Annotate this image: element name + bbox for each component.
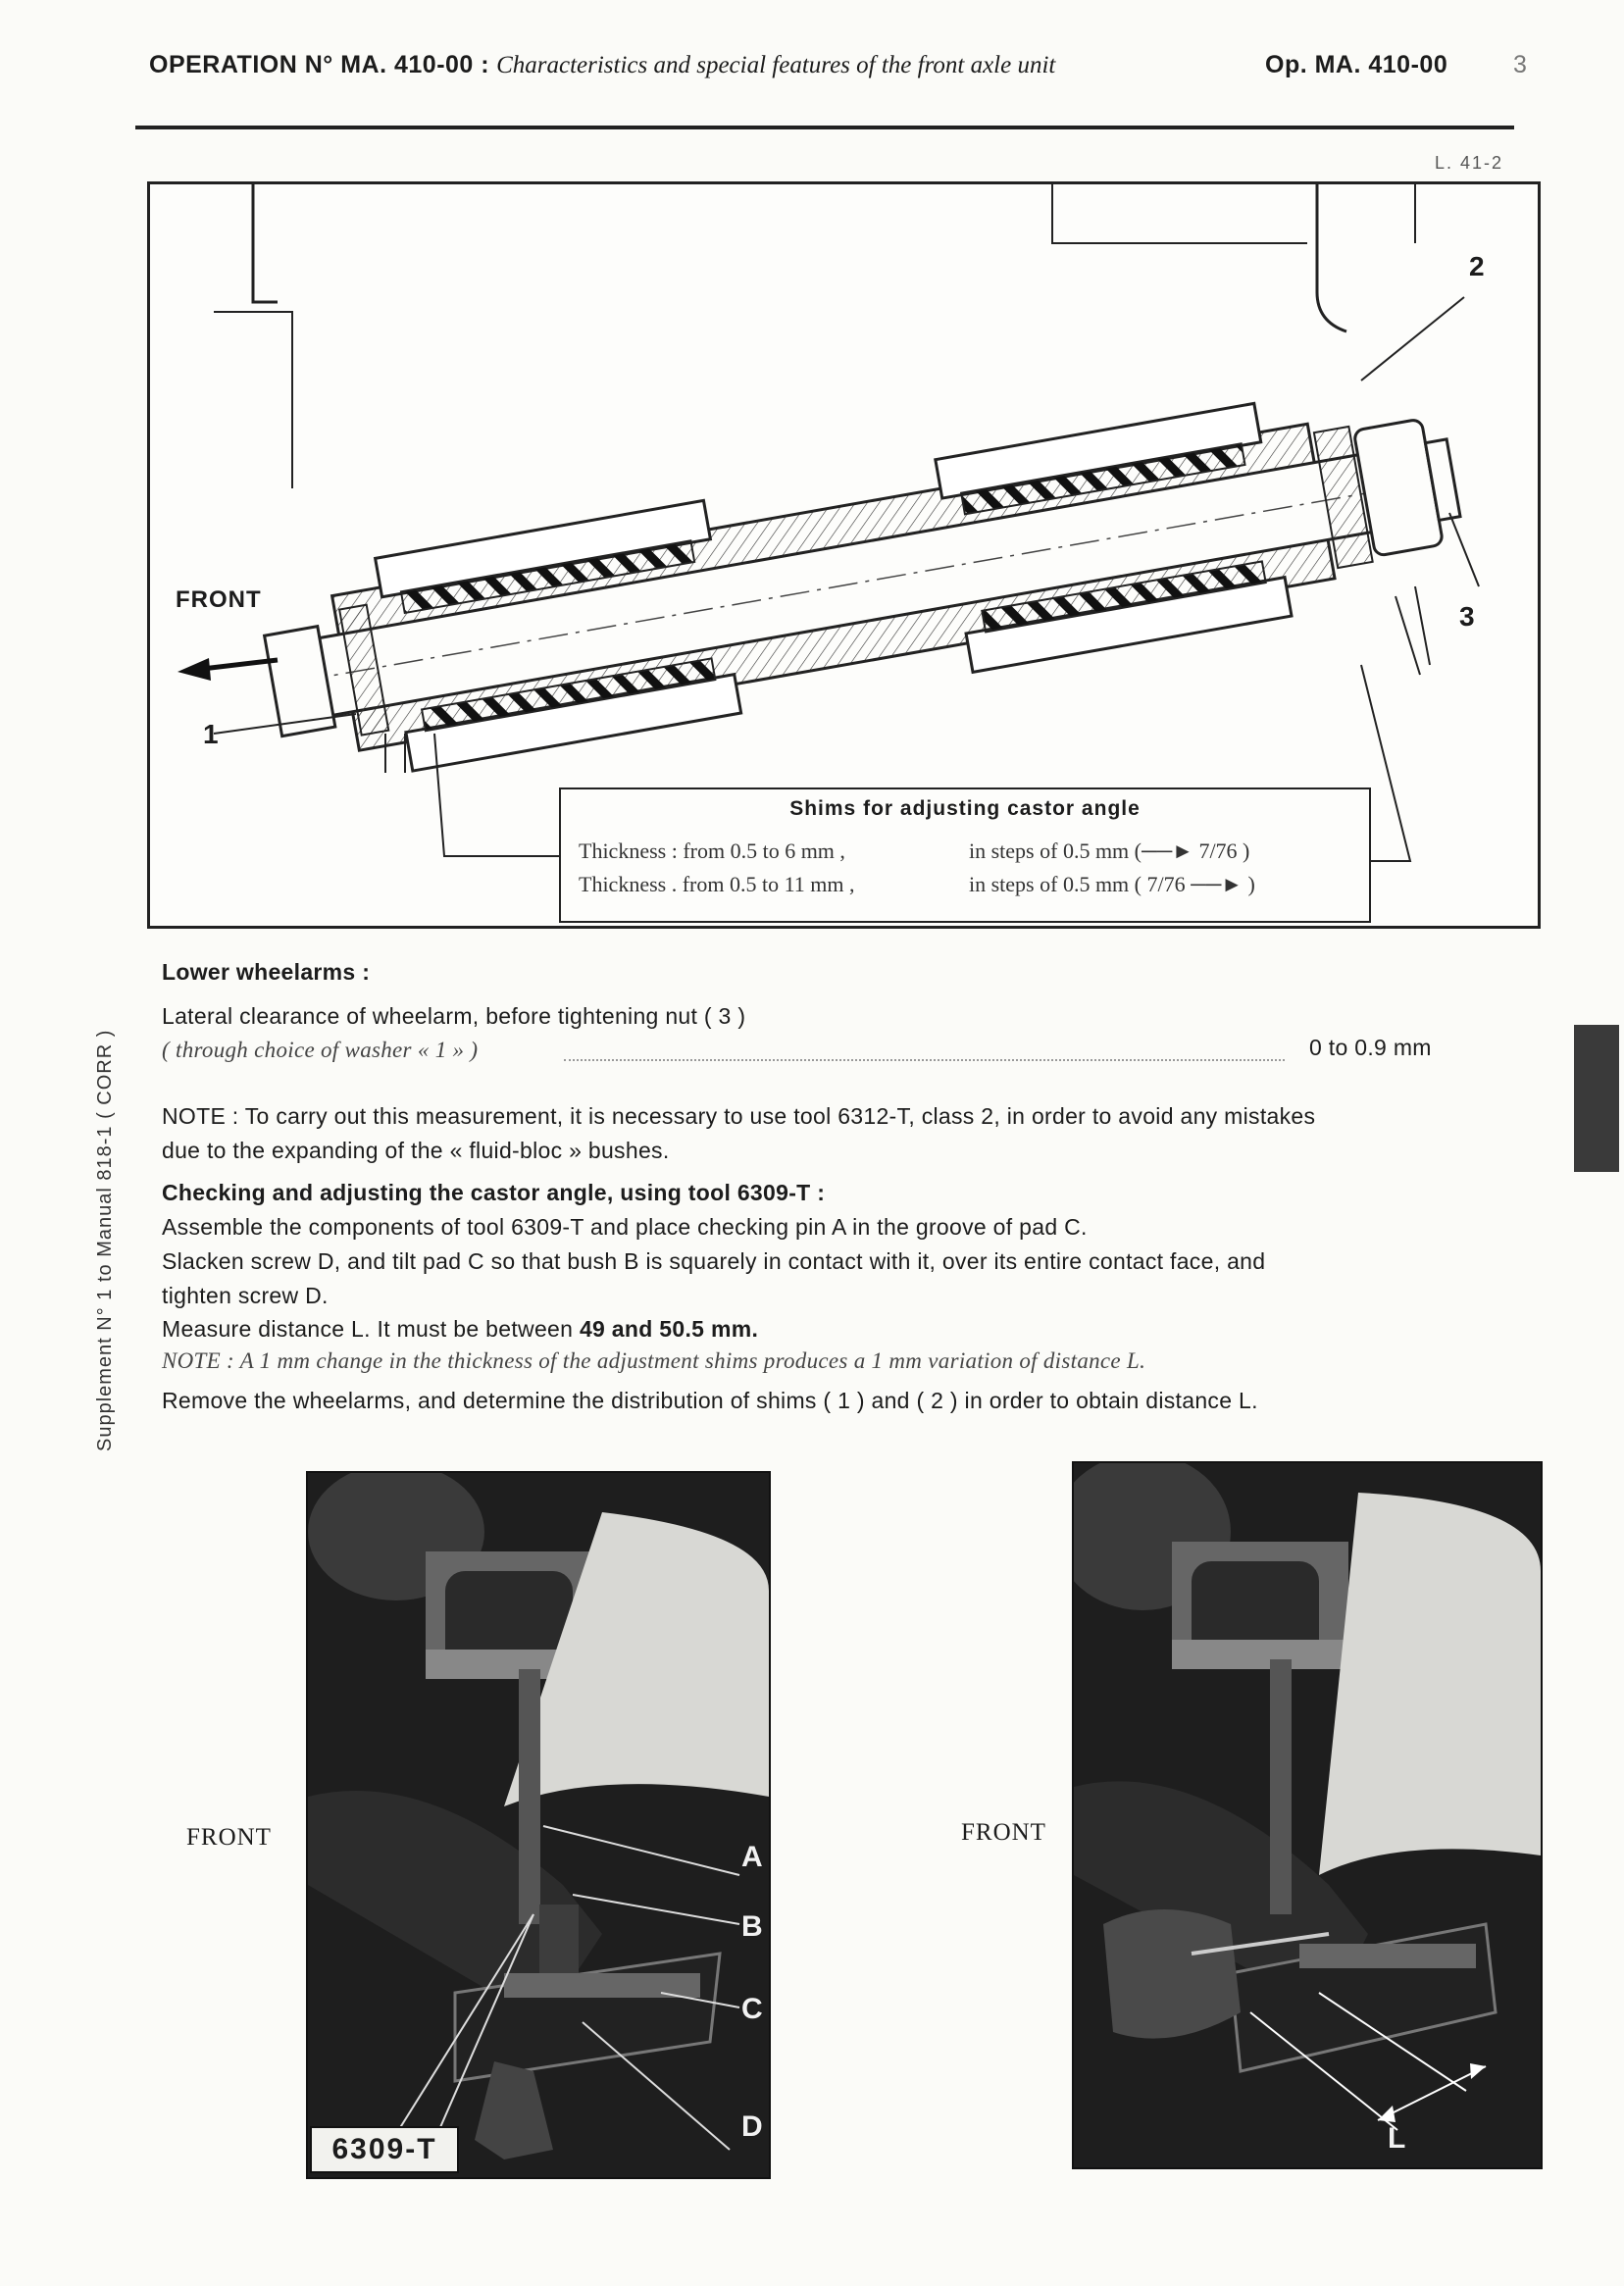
dot-leader: [564, 1059, 1285, 1061]
section-tab-marker: [1574, 1025, 1619, 1172]
plate-reference: L. 41-2: [1435, 153, 1504, 173]
header-rule: [135, 126, 1514, 129]
operation-number: OPERATION N° MA. 410-00 :: [149, 51, 490, 78]
measure-values: 49 and 50.5 mm.: [579, 1316, 759, 1342]
shims-row-2: [579, 872, 1255, 897]
photo-label-D: D: [741, 2110, 763, 2143]
clearance-value: 0 to 0.9 mm: [1309, 1035, 1432, 1060]
tool-6309-tag: 6309-T: [310, 2126, 459, 2173]
heading-lower-wheelarms: Lower wheelarms :: [162, 959, 371, 985]
supplement-side-text: Supplement N° 1 to Manual 818-1 ( CORR ): [94, 1029, 116, 1451]
front-axle-section-figure: [147, 181, 1541, 929]
operation-description: Characteristics and special features of the front axle unit: [496, 52, 1056, 78]
heading-castor-check: Checking and adjusting the castor angle, using tool 6309-T :: [162, 1180, 826, 1205]
shims-row-1-thickness: Thickness : from 0.5 to 6 mm ,: [579, 838, 845, 863]
photo-label-A: A: [741, 1841, 763, 1873]
step-slacken: Slacken screw D, and tilt pad C so that bush B is squarely in contact with it, over its entire contact face, and: [162, 1248, 1266, 1274]
right-photo-front-label: FRONT: [961, 1819, 1046, 1846]
operation-reference: Op. MA. 410-00: [1265, 51, 1448, 78]
measure-prefix: Measure distance L. It must be between: [162, 1316, 574, 1342]
lateral-clearance-text: Lateral clearance of wheelarm, before tightening nut ( 3 ): [162, 1003, 746, 1029]
shims-row-1-steps: in steps of 0.5 mm (──► 7/76 ): [969, 838, 1250, 863]
step-assemble: Assemble the components of tool 6309-T and place checking pin A in the groove of pad C.: [162, 1214, 1088, 1240]
shims-row-2-steps: in steps of 0.5 mm ( 7/76 ──► ): [969, 872, 1255, 896]
note-shim-variation: NOTE : A 1 mm change in the thickness of the adjustment shims produces a 1 mm variation of distance L.: [162, 1348, 1146, 1373]
callout-2: 2: [1469, 251, 1485, 281]
washer-choice-note: ( through choice of washer « 1 » ): [162, 1038, 479, 1062]
shims-row-1: [579, 838, 1250, 864]
operation-title: [149, 51, 1055, 79]
remove-wheelarms: Remove the wheelarms, and determine the distribution of shims ( 1 ) and ( 2 ) in order to obtain distance L.: [162, 1388, 1258, 1413]
shims-title: Shims for adjusting castor angle: [789, 797, 1141, 820]
shims-row-2-thickness: Thickness . from 0.5 to 11 mm ,: [579, 872, 855, 896]
right-photo-illustration: [1074, 1463, 1541, 2167]
note-tool-6312: NOTE : To carry out this measurement, it is necessary to use tool 6312-T, class 2, in order to avoid any mistakes: [162, 1103, 1316, 1129]
measure-distance: [162, 1316, 758, 1343]
note-tool-6312-cont: due to the expanding of the « fluid-bloc » bushes.: [162, 1138, 670, 1163]
callout-3: 3: [1459, 601, 1475, 632]
left-photo-front-label: FRONT: [186, 1824, 272, 1851]
photo-label-L: L: [1388, 2122, 1406, 2155]
tool-6309-photo-left: [306, 1471, 771, 2179]
step-tighten: tighten screw D.: [162, 1283, 329, 1308]
shims-table: [559, 787, 1371, 923]
left-photo-illustration: [308, 1473, 769, 2177]
figure-front-label: FRONT: [176, 586, 262, 613]
distance-L-photo-right: [1072, 1461, 1543, 2169]
page-number: 3: [1513, 51, 1527, 78]
photo-label-B: B: [741, 1910, 763, 1943]
callout-1: 1: [203, 719, 219, 749]
photo-label-C: C: [741, 1993, 763, 2025]
